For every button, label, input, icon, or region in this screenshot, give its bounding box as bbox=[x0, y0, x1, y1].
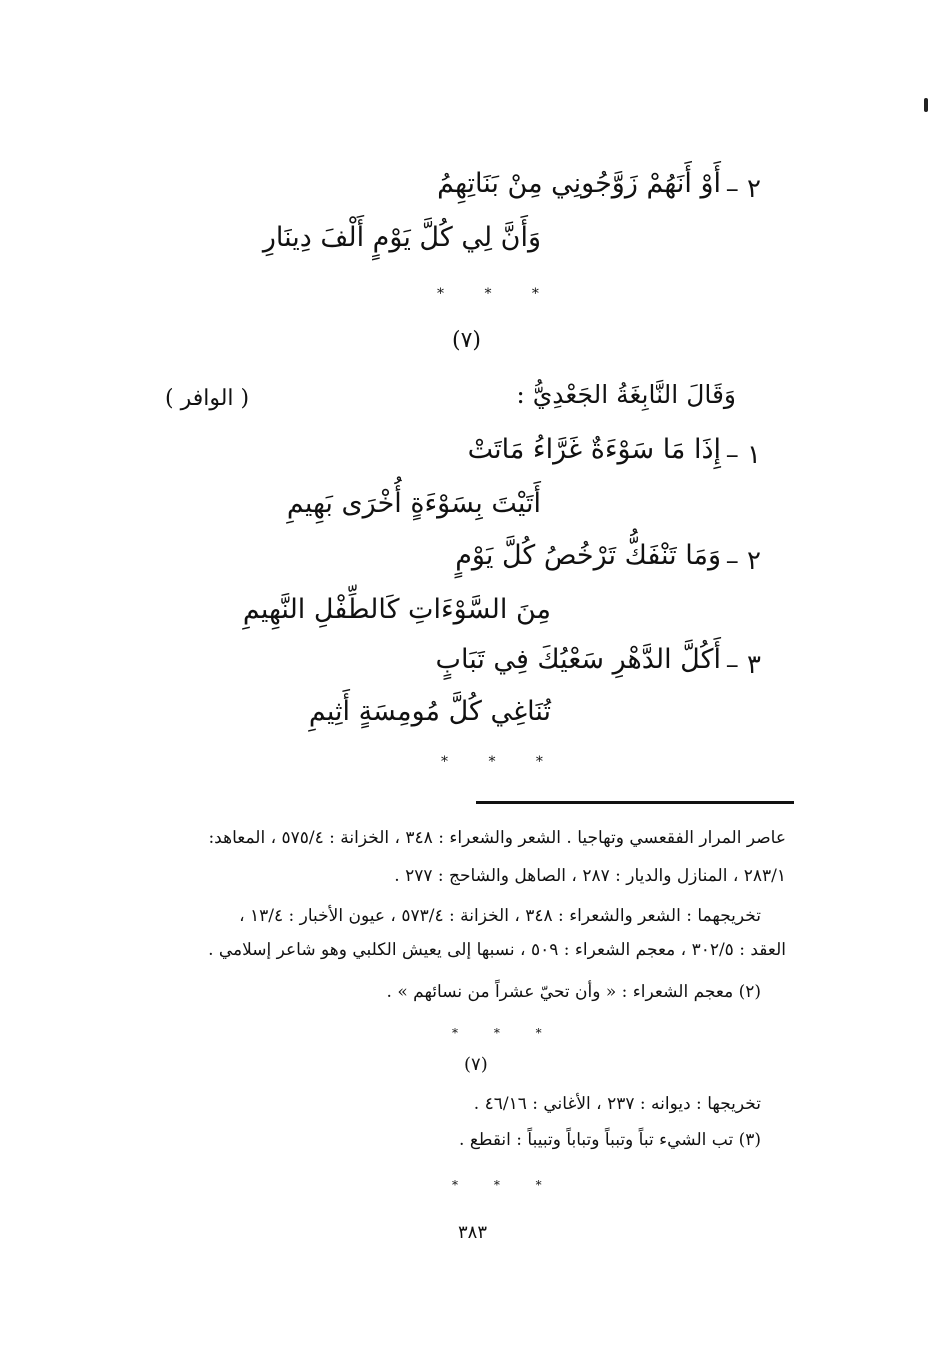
footnote-line: تخريجها : ديوانه : ٢٣٧ ، الأغاني : ٤٦/١٦ . bbox=[473, 1094, 761, 1114]
verse-number: ٢ – bbox=[725, 546, 761, 576]
verse-second-hemistich: تُنَاغِي كُلَّ مُومِسَةٍ أَثِيمِ bbox=[308, 696, 551, 727]
scan-edge-mark bbox=[924, 98, 928, 112]
section-heading: (٧) bbox=[452, 328, 482, 353]
verse-first-hemistich: أَكُلَّ الدَّهْرِ سَعْيُكَ فِي تَبَابٍ bbox=[435, 644, 721, 675]
footnote-heading: (٧) bbox=[464, 1054, 488, 1075]
footnote-line: (٣) تب الشيء تباً وتبباً وتباباً وتبيباً : انقطع . bbox=[459, 1130, 761, 1150]
verse-number: ٢ – bbox=[725, 174, 761, 204]
section-separator: * * * bbox=[441, 754, 561, 770]
page-number: ٣٨٣ bbox=[458, 1222, 488, 1243]
verse-first-hemistich: إِذَا مَا سَوْءَةٌ غَرَّاءُ مَاتَتْ bbox=[467, 434, 721, 465]
verse-second-hemistich: وَأَنَّ لِي كُلَّ يَوْمٍ أَلْفَ دِينَارِ bbox=[262, 222, 541, 253]
footnote-separator: * * * bbox=[452, 1178, 558, 1192]
footnote-separator: * * * bbox=[452, 1026, 558, 1040]
verse-first-hemistich: وَمَا تَنْفَكُّ تَرْخُصُ كُلَّ يَوْمٍ bbox=[455, 540, 721, 571]
footnote-line: تخريجهما : الشعر والشعراء : ٣٤٨ ، الخزانة : ٥٧٣/٤ ، عيون الأخبار : ١٣/٤ ، bbox=[239, 906, 761, 926]
verse-second-hemistich: أَتَيْتَ بِسَوْءَةٍ أُخْرَى بَهِيمِ bbox=[286, 488, 541, 519]
verse-second-hemistich: مِنَ السَّوْءَاتِ كَالطِّفْلِ النَّهِيمِ bbox=[242, 594, 551, 625]
verse-number: ١ – bbox=[725, 440, 761, 470]
verse-first-hemistich: أَوْ أَنَهُمْ زَوَّجُونِي مِنْ بَنَاتِهِمُ bbox=[437, 168, 721, 199]
footnote-line: ٢٨٣/١ ، المنازل والديار : ٢٨٧ ، الصاهل والشاحج : ٢٧٧ . bbox=[394, 866, 786, 886]
verse-number: ٣ – bbox=[725, 650, 761, 680]
poem-meter: ( الوافر ) bbox=[165, 386, 250, 411]
footnote-rule bbox=[476, 801, 794, 804]
poem-intro: وَقَالَ النَّابِغَةُ الجَعْدِيُّ : bbox=[516, 380, 736, 409]
footnote-line: (٢) معجم الشعراء : « وأن تحيّ عشراً من نسائهم » . bbox=[386, 982, 761, 1002]
footnote-line: عاصر المرار الفقعسي وتهاجيا . الشعر والشعراء : ٣٤٨ ، الخزانة : ٥٧٥/٤ ، المعاهد: bbox=[208, 828, 786, 848]
footnote-line: العقد : ٣٠٢/٥ ، معجم الشعراء : ٥٠٩ ، نسبها إلى يعيش الكلبي وهو شاعر إسلامي . bbox=[208, 940, 786, 960]
section-separator: * * * bbox=[437, 286, 557, 302]
